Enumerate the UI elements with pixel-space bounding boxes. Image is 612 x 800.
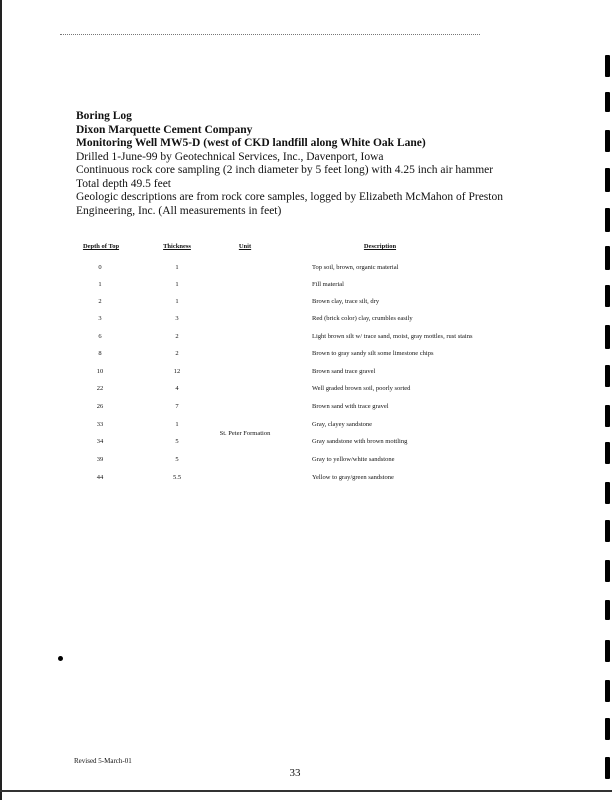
- binder-hole-mark: [605, 560, 610, 582]
- binder-hole-mark: [605, 520, 610, 542]
- description-cell: Yellow to gray/green sandstone: [312, 474, 394, 481]
- description-cell: Fill material: [312, 281, 344, 288]
- depth-cell: 8: [98, 350, 102, 357]
- binder-hole-mark: [605, 246, 610, 270]
- description-cell: Light brown silt w/ trace sand, moist, gray mottles, rust stains: [312, 333, 473, 340]
- thickness-cell: 5.5: [172, 474, 182, 481]
- description-cell: Brown clay, trace silt, dry: [312, 298, 380, 305]
- binder-hole-mark: [605, 757, 610, 779]
- description-cell: Red (brick color) clay, crumbles easily: [312, 315, 413, 322]
- scan-dot: [58, 656, 63, 661]
- depth-cell: 44: [96, 474, 104, 481]
- binder-hole-mark: [605, 680, 610, 702]
- thickness-cell: 1: [175, 281, 179, 288]
- depth-cell: 2: [98, 298, 102, 305]
- description-cell: Gray, clayey sandstone: [312, 421, 373, 428]
- thickness-cell: 1: [175, 298, 179, 305]
- description-cell: Brown sand with trace gravel: [312, 403, 389, 410]
- header-unit: Unit: [238, 243, 252, 250]
- scan-edge-bottom: [0, 790, 612, 792]
- scan-specks: [60, 34, 480, 36]
- drilled-line: Drilled 1-June-99 by Geotechnical Services, Inc., Davenport, Iowa: [76, 150, 384, 163]
- header-depth: Depth of Top: [82, 243, 120, 250]
- depth-cell: 39: [96, 456, 104, 463]
- binder-hole-mark: [605, 208, 610, 232]
- scan-edge-left: [0, 0, 2, 800]
- depth-cell: 1: [98, 281, 102, 288]
- description-cell: Brown sand trace gravel: [312, 368, 376, 375]
- geology-line-2: Engineering, Inc. (All measurements in feet): [76, 204, 282, 217]
- thickness-cell: 3: [175, 315, 179, 322]
- thickness-cell: 5: [175, 456, 179, 463]
- geology-line-1: Geologic descriptions are from rock core samples, logged by Elizabeth McMahon of Preston: [76, 191, 503, 203]
- depth-cell: 22: [96, 385, 104, 392]
- description-cell: Well graded brown soil, poorly sorted: [312, 385, 411, 392]
- thickness-cell: 7: [175, 403, 179, 410]
- binder-hole-mark: [605, 92, 610, 112]
- binder-hole-mark: [605, 640, 610, 662]
- revised-date: Revised 5-March-01: [74, 757, 132, 765]
- binder-hole-mark: [605, 325, 610, 349]
- page-number: 33: [289, 767, 301, 779]
- binder-hole-mark: [605, 405, 610, 427]
- binder-hole-mark: [605, 600, 610, 620]
- total-depth-line: Total depth 49.5 feet: [76, 177, 171, 190]
- unit-st-peter: St. Peter Formation: [219, 430, 271, 437]
- binder-hole-mark: [605, 285, 610, 307]
- header-description: Description: [363, 243, 397, 250]
- description-cell: Top soil, brown, organic material: [312, 264, 399, 271]
- company-name: Dixon Marquette Cement Company: [76, 123, 253, 136]
- binder-hole-mark: [605, 482, 610, 504]
- depth-cell: 10: [96, 368, 104, 375]
- header-thickness: Thickness: [163, 243, 191, 250]
- binder-hole-mark: [605, 130, 610, 152]
- boring-log-header: [76, 110, 546, 218]
- thickness-cell: 1: [175, 421, 179, 428]
- thickness-cell: 1: [175, 264, 179, 271]
- binder-hole-mark: [605, 365, 610, 387]
- binder-hole-mark: [605, 168, 610, 192]
- depth-cell: 26: [96, 403, 104, 410]
- depth-cell: 34: [96, 438, 104, 445]
- depth-cell: 33: [96, 421, 104, 428]
- description-cell: Gray to yellow/white sandstone: [312, 456, 395, 463]
- thickness-cell: 12: [173, 368, 181, 375]
- log-title: Boring Log: [76, 110, 132, 122]
- thickness-cell: 5: [175, 438, 179, 445]
- thickness-cell: 4: [175, 385, 179, 392]
- well-name: Monitoring Well MW5-D (west of CKD landfill along White Oak Lane): [76, 137, 426, 149]
- binder-hole-mark: [605, 442, 610, 464]
- thickness-cell: 2: [175, 350, 179, 357]
- depth-cell: 6: [98, 333, 102, 340]
- sampling-line: Continuous rock core sampling (2 inch diameter by 5 feet long) with 4.25 inch air hammer: [76, 164, 494, 176]
- description-cell: Gray sandstone with brown mottling: [312, 438, 408, 445]
- binder-hole-mark: [605, 718, 610, 740]
- depth-cell: 0: [98, 264, 102, 271]
- description-cell: Brown to gray sandy silt some limestone chips: [312, 350, 434, 357]
- depth-cell: 3: [98, 315, 102, 322]
- thickness-cell: 2: [175, 333, 179, 340]
- binder-hole-mark: [605, 55, 610, 77]
